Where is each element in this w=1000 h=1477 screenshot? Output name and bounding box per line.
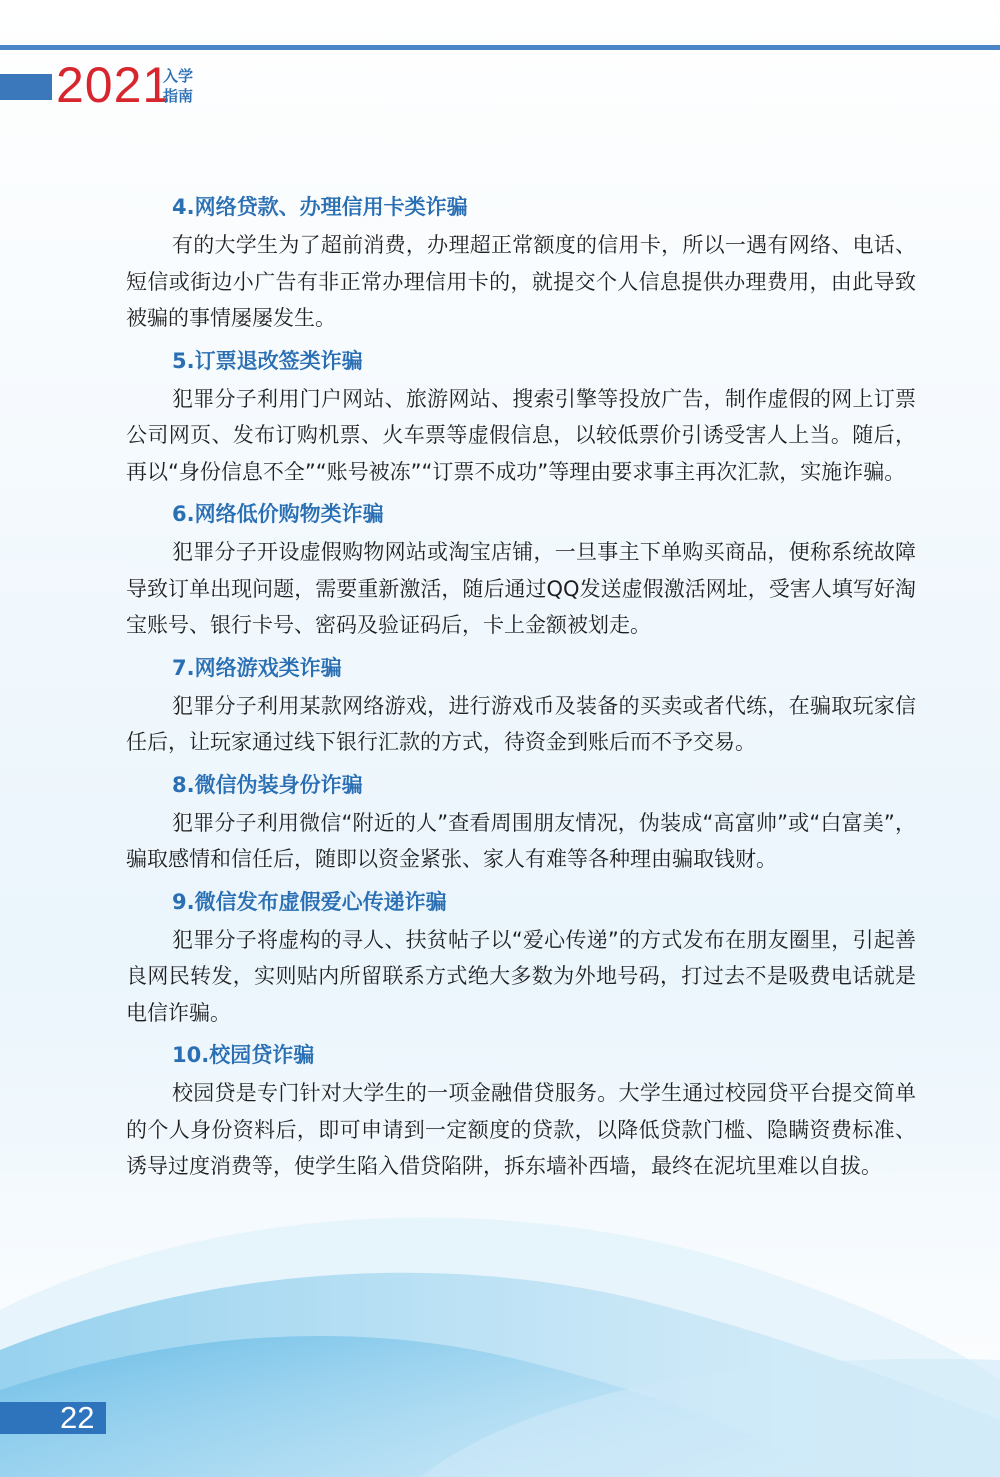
section-body: 犯罪分子利用门户网站、旅游网站、搜索引擎等投放广告，制作虚假的网上订票公司网页、发布订购机票、火车票等虚假信息，以较低票价引诱受害人上当。随后，再以“身份信息不全”“账号被冻”“订票不成功”等理由要求事主再次汇款，实施诈骗。	[126, 386, 916, 484]
background-wave-decoration	[0, 1180, 1000, 1477]
section-body: 犯罪分子利用微信“附近的人”查看周围朋友情况，伪装成“高富帅”或“白富美”，骗取感情和信任后，随即以资金紧张、家人有难等各种理由骗取钱财。	[126, 810, 916, 871]
section-body: 校园贷是专门针对大学生的一项金融借贷服务。大学生通过校园贷平台提交简单的个人身份资料后，即可申请到一定额度的贷款，以降低贷款门槛、隐瞒资费标准、诱导过度消费等，使学生陷入借贷陷阱，拆东墙补西墙，最终在泥坑里难以自拔。	[126, 1081, 916, 1178]
section-heading: 6.网络低价购物类诈骗	[172, 502, 384, 526]
header-subtitle-line1: 入学	[163, 67, 194, 85]
header-year: 2021	[56, 57, 172, 113]
main-content	[126, 190, 916, 1192]
header-rule	[0, 45, 1000, 50]
header-subtitle-line2: 指南	[163, 87, 194, 105]
section-body: 犯罪分子利用某款网络游戏，进行游戏币及装备的买卖或者代练，在骗取玩家信任后，让玩家通过线下银行汇款的方式，待资金到账后而不予交易。	[126, 693, 916, 754]
section-heading: 7.网络游戏类诈骗	[172, 655, 342, 680]
section-body: 有的大学生为了超前消费，办理超正常额度的信用卡，所以一遇有网络、电话、短信或街边小广告有非正常办理信用卡的，就提交个人信息提供办理费用，由此导致被骗的事情屡屡发生。	[126, 233, 916, 330]
section-heading: 9.微信发布虚假爱心传递诈骗	[172, 889, 447, 914]
section-heading: 10.校园贷诈骗	[172, 1043, 315, 1067]
section-heading: 5.订票退改签类诈骗	[172, 348, 363, 373]
page-number: 22	[60, 1400, 95, 1435]
section-heading: 8.微信伪装身份诈骗	[172, 772, 363, 797]
section-body: 犯罪分子将虚构的寻人、扶贫帖子以“爱心传递”的方式发布在朋友圈里，引起善良网民转发，实则贴内所留联系方式绝大多数为外地号码，打过去不是吸费电话就是电信诈骗。	[126, 927, 916, 1025]
section-heading: 4.网络贷款、办理信用卡类诈骗	[172, 195, 468, 219]
header-color-block	[0, 74, 52, 100]
section-body: 犯罪分子开设虚假购物网站或淘宝店铺，一旦事主下单购买商品，便称系统故障导致订单出现问题，需要重新激活，随后通过QQ发送虚假激活网址，受害人填写好淘宝账号、银行卡号、密码及验证码后，卡上金额被划走。	[126, 540, 916, 637]
